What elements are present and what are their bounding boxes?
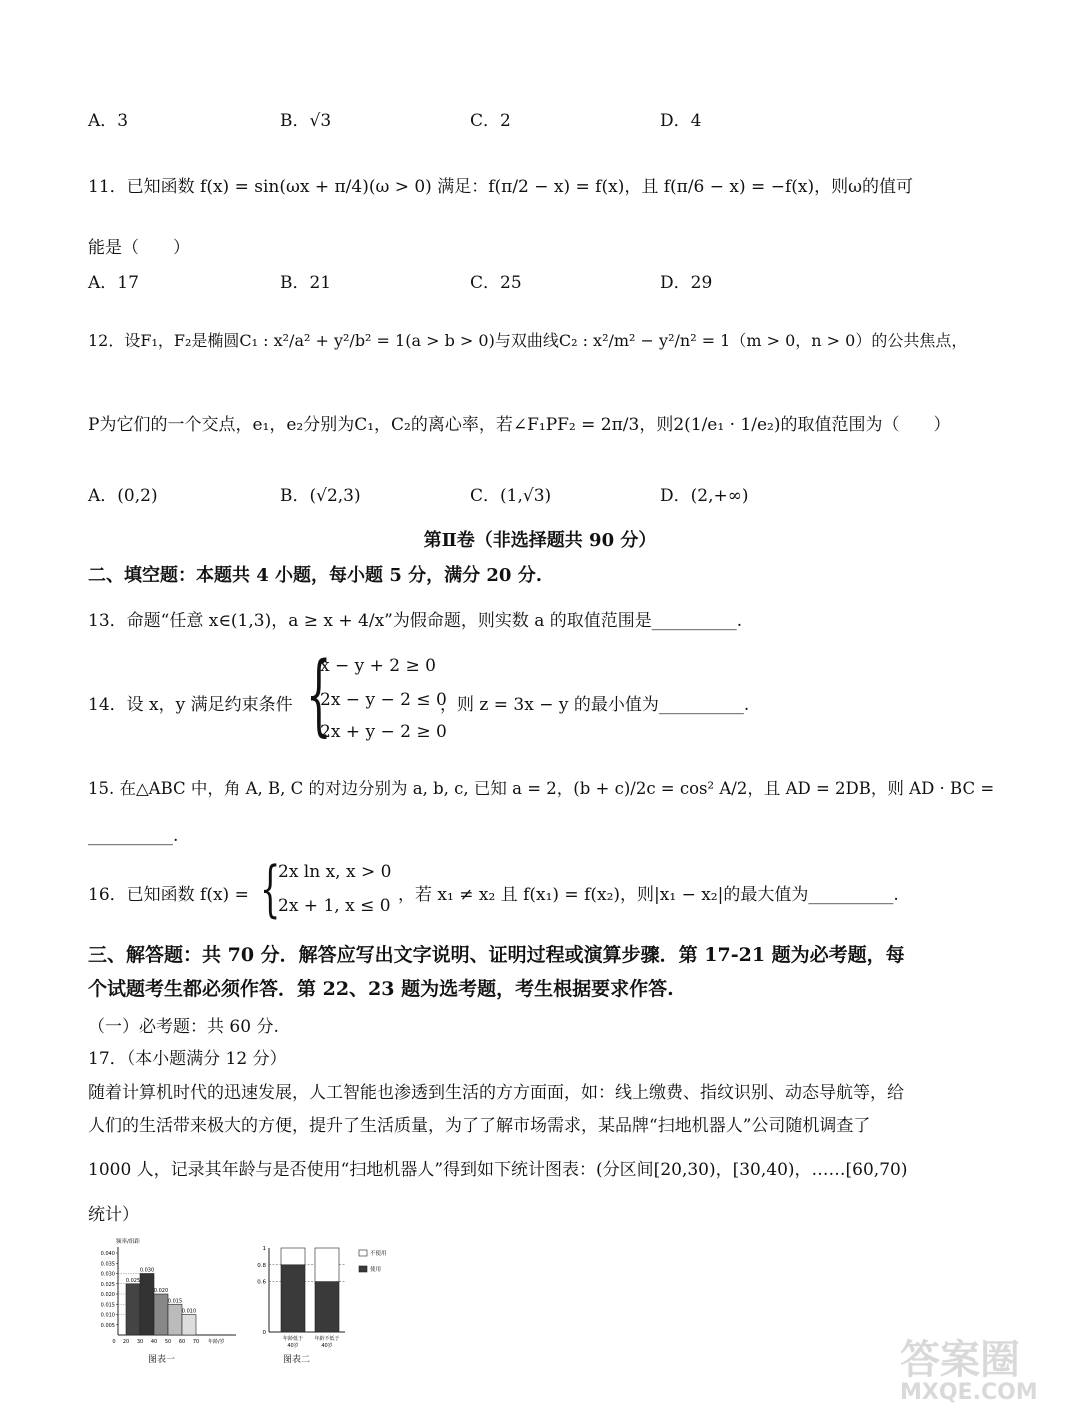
category-label: 年龄低于 [282, 1336, 304, 1342]
q14-suffix: ，则 z = 3x − y 的最小值为__________. [440, 695, 750, 715]
q12-option-d: D．(2,+∞) [660, 486, 749, 506]
y-tick-label: 0.010 [100, 1312, 115, 1319]
y-tick-label: 0.005 [100, 1322, 115, 1329]
category-label-cont: 40岁 [321, 1343, 333, 1349]
watermark-logo: 答案圈 [900, 1337, 1020, 1383]
bar-value-label: 0.030 [139, 1267, 155, 1274]
q17-paragraph-3: 1000 人，记录其年龄与是否使用“扫地机器人”得到如下统计图表：(分区间[20,30)，[30,40)，……[60,70) [88, 1160, 908, 1180]
histogram-bar [182, 1315, 196, 1336]
stacked-bars [281, 1248, 339, 1332]
y-tick-label: 0.035 [100, 1261, 115, 1268]
histogram-bar [168, 1304, 182, 1335]
section3-line2: 个试题考生都必须作答．第 22、23 题为选考题，考生根据要求作答. [88, 978, 674, 1000]
y-tick-label: 0.6 [257, 1279, 266, 1286]
q11-option-c: C．25 [470, 273, 522, 293]
q13-text: 13．命题“任意 x∈(1,3)，a ≥ x + 4/x”为假命题，则实数 a 的取值范围是__________. [88, 611, 743, 631]
q12-option-b: B．(√2,3) [280, 486, 361, 506]
chart2-title: 图表二 [283, 1355, 311, 1365]
q12-option-a: A．(0,2) [88, 486, 158, 506]
q16-suffix: ，若 x₁ ≠ x₂ 且 f(x₁) = f(x₂)，则|x₁ − x₂|的最大值为__________. [398, 885, 899, 905]
q10-option-a: A．3 [88, 111, 129, 131]
q17-paragraph-1: 随着计算机时代的迅速发展，人工智能也渗透到生活的方方面面，如：线上缴费、指纹识别、动态导航等，给 [88, 1083, 904, 1103]
y-tick-label: 0.020 [100, 1292, 115, 1298]
q12-option-c: C．(1,√3) [470, 486, 552, 506]
x-tick-label: 60 [178, 1339, 186, 1345]
x-tick-label: 30 [136, 1339, 144, 1345]
legend-swatch-not-use [359, 1250, 367, 1256]
q11-option-d: D．29 [660, 273, 713, 293]
bar-value-label: 0.025 [125, 1277, 141, 1284]
x-tick-label: 70 [192, 1339, 200, 1345]
legend-swatch-use [359, 1266, 367, 1272]
bar-segment-not-use [315, 1248, 339, 1282]
q15-line2: __________. [88, 826, 179, 846]
q17-paragraph-2: 人们的生活带来极大的方便，提升了生活质量，为了了解市场需求，某品牌“扫地机器人”公司随机调查了 [88, 1116, 871, 1136]
category-label-cont: 40岁 [287, 1343, 299, 1349]
q14-constraint-1: x − y + 2 ≥ 0 [320, 656, 436, 676]
y-tick-label: 0.040 [100, 1251, 115, 1257]
section2-heading: 二、填空题：本题共 4 小题，每小题 5 分，满分 20 分. [88, 565, 542, 586]
q16-brace: { [260, 852, 281, 925]
histogram-bar [154, 1294, 168, 1335]
part2-heading: 第Ⅱ卷（非选择题共 90 分） [423, 530, 657, 551]
legend-label-not-use: 不使用 [370, 1251, 387, 1257]
q11-option-b: B．21 [280, 273, 332, 293]
histogram-bar [126, 1284, 140, 1335]
q11-option-a: A．17 [88, 273, 139, 293]
y-tick-label: 0 [262, 1330, 266, 1336]
bar-segment-not-use [281, 1248, 305, 1265]
q10-option-b: B．√3 [280, 111, 332, 131]
y-tick-label: 0.8 [257, 1262, 266, 1269]
q14-brace: { [306, 645, 332, 747]
q10-option-d: D．4 [660, 111, 702, 131]
q17-heading: 17．（本小题满分 12 分） [88, 1049, 287, 1069]
q12-line2: P为它们的一个交点，e₁，e₂分别为C₁，C₂的离心率，若∠F₁PF₂ = 2π/3，则2(1/e₁ · 1/e₂)的取值范围为（ ） [88, 415, 951, 435]
watermark-url: MXQE.COM [900, 1380, 1038, 1405]
x-tick-label: 50 [164, 1339, 172, 1345]
q14-constraint-2: 2x − y − 2 ≤ 0 [320, 690, 447, 710]
q14-prefix: 14．设 x，y 满足约束条件 [88, 695, 293, 715]
required-subheading: （一）必考题：共 60 分. [88, 1017, 279, 1037]
q17-paragraph-4: 统计） [88, 1205, 139, 1225]
bar-segment-use [315, 1282, 339, 1332]
x-tick-label: 20 [122, 1339, 130, 1345]
y-tick-label: 0.025 [100, 1281, 115, 1288]
chart1-title: 图表一 [148, 1355, 176, 1365]
q11-line2: 能是（ ） [88, 238, 190, 258]
histogram-bar [140, 1274, 154, 1336]
q16-case-1: 2x ln x, x > 0 [278, 862, 392, 882]
watermark [900, 1337, 1070, 1408]
bar-value-label: 0.020 [153, 1288, 169, 1294]
histogram-chart [86, 1235, 256, 1365]
x-axis-label: 年龄/岁 [208, 1339, 225, 1345]
bar-value-label: 0.010 [181, 1308, 197, 1315]
category-label: 年龄不低于 [314, 1336, 340, 1342]
q16-prefix: 16．已知函数 f(x) = [88, 885, 249, 905]
x-tick-label: 0 [112, 1339, 116, 1345]
y-tick-label: 0.015 [100, 1302, 115, 1309]
stacked-bar-chart [255, 1242, 400, 1357]
q14-constraint-3: 2x + y − 2 ≥ 0 [320, 722, 447, 742]
q10-option-c: C．2 [470, 111, 511, 131]
bar-segment-use [281, 1265, 305, 1332]
legend-label-use: 使用 [370, 1267, 382, 1273]
q15-line1: 15. 在△ABC 中，角 A, B, C 的对边分别为 a, b, c, 已知 a = 2，(b + c)/2c = cos² A/2，且 AD = 2DB，则 AD · BC = [88, 779, 995, 798]
y-tick-label: 0.030 [100, 1271, 115, 1278]
y-tick-label: 1 [262, 1246, 266, 1252]
stacked-legend [359, 1249, 387, 1273]
q16-case-2: 2x + 1, x ≤ 0 [278, 896, 391, 916]
q12-line1: 12．设F₁，F₂是椭圆C₁ : x²/a² + y²/b² = 1(a > b > 0)与双曲线C₂ : x²/m² − y²/n² = 1（m > 0，n > 0）的公共焦点， [88, 331, 968, 350]
section3-line1: 三、解答题：共 70 分．解答应写出文字说明、证明过程或演算步骤．第 17-21 题为必考题，每 [88, 944, 905, 966]
y-axis-label: 频率/组距 [116, 1239, 140, 1245]
x-tick-label: 40 [150, 1339, 158, 1345]
q11-line1: 11．已知函数 f(x) = sin(ωx + π/4)(ω > 0) 满足：f(π/2 − x) = f(x)，且 f(π/6 − x) = −f(x)，则ω的值可 [88, 177, 913, 197]
bar-value-label: 0.015 [167, 1298, 183, 1305]
